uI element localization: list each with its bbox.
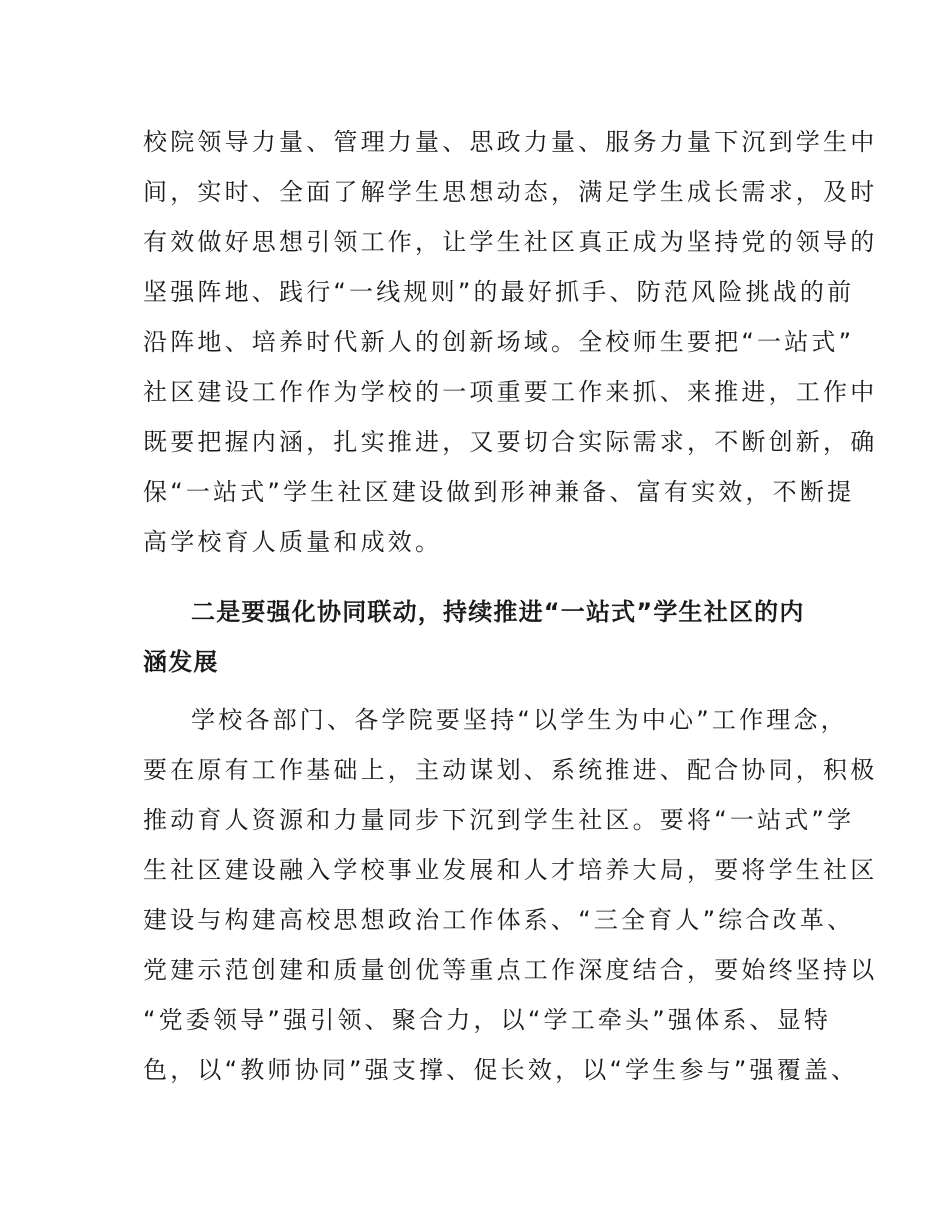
- paragraph1-line: 既要把握内涵，扎实推进，又要切合实际需求，不断创新，确: [143, 428, 878, 456]
- paragraph1-line: 间，实时、全面了解学生思想动态，满足学生成长需求，及时: [143, 178, 878, 206]
- paragraph2-line: 生社区建设融入学校事业发展和人才培养大局，要将学生社区: [143, 856, 878, 884]
- paragraph2-line: 学校各部门、各学院要坚持“以学生为中心”工作理念，: [191, 706, 848, 734]
- paragraph2-line: 党建示范创建和质量创优等重点工作深度结合，要始终坚持以: [143, 956, 878, 984]
- paragraph2-line: 推动育人资源和力量同步下沉到学生社区。要将“一站式”学: [143, 806, 855, 834]
- paragraph1-line: 社区建设工作作为学校的一项重要工作来抓、来推进，工作中: [143, 378, 878, 406]
- paragraph1-line: 校院领导力量、管理力量、思政力量、服务力量下沉到学生中: [143, 128, 878, 156]
- section-heading-line: 涵发展: [143, 648, 219, 676]
- paragraph2-line: 色，以“教师协同”强支撑、促长效，以“学生参与”强覆盖、: [143, 1056, 859, 1084]
- paragraph2-line: 要在原有工作基础上，主动谋划、系统推进、配合协同，积极: [143, 756, 878, 784]
- paragraph2-line: 建设与构建高校思想政治工作体系、“三全育人”综合改革、: [143, 906, 855, 934]
- paragraph2-line: “党委领导”强引领、聚合力，以“学工牵头”强体系、显特: [143, 1006, 832, 1034]
- paragraph1-line: 有效做好思想引领工作，让学生社区真正成为坚持党的领导的: [143, 228, 878, 256]
- paragraph1-line: 沿阵地、培养时代新人的创新场域。全校师生要把“一站式”: [143, 328, 855, 356]
- paragraph1-line: 保“一站式”学生社区建设做到形神兼备、富有实效，不断提: [143, 478, 855, 506]
- paragraph1-line: 高学校育人质量和成效。: [143, 528, 443, 556]
- paragraph1-line: 坚强阵地、践行“一线规则”的最好抓手、防范风险挑战的前: [143, 278, 855, 306]
- section-heading-line: 二是要强化协同联动，持续推进“一站式”学生社区的内: [191, 598, 805, 626]
